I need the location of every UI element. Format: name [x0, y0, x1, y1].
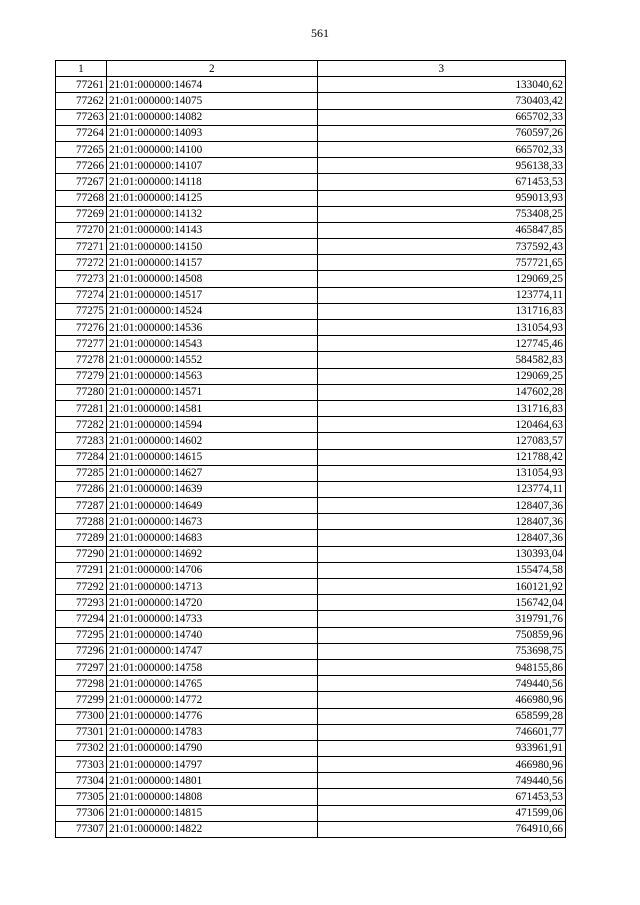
table-row	[56, 595, 566, 611]
value-cell: 155474,58	[317, 562, 565, 578]
value-cell: 131716,83	[317, 400, 565, 416]
row-number-cell: 77292	[56, 579, 107, 595]
row-number-cell: 77296	[56, 643, 107, 659]
value-cell: 128407,36	[317, 498, 565, 514]
table-row	[56, 579, 566, 595]
cadastral-number-cell: 21:01:000000:14740	[106, 627, 317, 643]
row-number-cell: 77289	[56, 530, 107, 546]
table-body	[56, 77, 566, 838]
row-number-cell: 77290	[56, 546, 107, 562]
value-cell: 129069,25	[317, 368, 565, 384]
cadastral-number-cell: 21:01:000000:14797	[106, 757, 317, 773]
value-cell: 160121,92	[317, 579, 565, 595]
row-number-cell: 77266	[56, 158, 107, 174]
cadastral-number-cell: 21:01:000000:14783	[106, 724, 317, 740]
value-cell: 749440,56	[317, 773, 565, 789]
table-row	[56, 206, 566, 222]
value-cell: 746601,77	[317, 724, 565, 740]
value-cell: 466980,96	[317, 692, 565, 708]
row-number-cell: 77295	[56, 627, 107, 643]
row-number-cell: 77286	[56, 481, 107, 497]
value-cell: 757721,65	[317, 255, 565, 271]
row-number-cell: 77282	[56, 417, 107, 433]
value-cell: 658599,28	[317, 708, 565, 724]
row-number-cell: 77267	[56, 174, 107, 190]
cadastral-number-cell: 21:01:000000:14706	[106, 562, 317, 578]
row-number-cell: 77275	[56, 303, 107, 319]
table-row	[56, 724, 566, 740]
page-number: 561	[311, 26, 329, 40]
value-cell: 319791,76	[317, 611, 565, 627]
cadastral-number-cell: 21:01:000000:14639	[106, 481, 317, 497]
value-cell: 665702,33	[317, 109, 565, 125]
table-row	[56, 303, 566, 319]
cadastral-number-cell: 21:01:000000:14815	[106, 805, 317, 821]
table-row	[56, 773, 566, 789]
cadastral-number-cell: 21:01:000000:14627	[106, 465, 317, 481]
row-number-cell: 77264	[56, 125, 107, 141]
cadastral-number-cell: 21:01:000000:14822	[106, 821, 317, 837]
table-row	[56, 174, 566, 190]
row-number-cell: 77307	[56, 821, 107, 837]
row-number-cell: 77302	[56, 740, 107, 756]
row-number-cell: 77273	[56, 271, 107, 287]
cadastral-number-cell: 21:01:000000:14143	[106, 222, 317, 238]
table-row	[56, 627, 566, 643]
row-number-cell: 77263	[56, 109, 107, 125]
table-row	[56, 692, 566, 708]
cadastral-number-cell: 21:01:000000:14075	[106, 93, 317, 109]
table-row	[56, 255, 566, 271]
value-cell: 121788,42	[317, 449, 565, 465]
table-row	[56, 190, 566, 206]
value-cell: 948155,86	[317, 659, 565, 675]
table-row	[56, 530, 566, 546]
cadastral-number-cell: 21:01:000000:14118	[106, 174, 317, 190]
table-row	[56, 352, 566, 368]
cadastral-number-cell: 21:01:000000:14692	[106, 546, 317, 562]
column-header-2: 2	[106, 61, 317, 77]
table-row	[56, 158, 566, 174]
table-row	[56, 109, 566, 125]
cadastral-number-cell: 21:01:000000:14776	[106, 708, 317, 724]
cadastral-number-cell: 21:01:000000:14758	[106, 659, 317, 675]
cadastral-number-cell: 21:01:000000:14733	[106, 611, 317, 627]
value-cell: 466980,96	[317, 757, 565, 773]
cadastral-number-cell: 21:01:000000:14132	[106, 206, 317, 222]
cadastral-number-cell: 21:01:000000:14157	[106, 255, 317, 271]
value-cell: 933961,91	[317, 740, 565, 756]
value-cell: 133040,62	[317, 77, 565, 93]
table-row	[56, 384, 566, 400]
value-cell: 671453,53	[317, 789, 565, 805]
row-number-cell: 77265	[56, 141, 107, 157]
table-row	[56, 77, 566, 93]
table-row	[56, 400, 566, 416]
cadastral-number-cell: 21:01:000000:14150	[106, 239, 317, 255]
row-number-cell: 77274	[56, 287, 107, 303]
row-number-cell: 77271	[56, 239, 107, 255]
table-row	[56, 449, 566, 465]
value-cell: 123774,11	[317, 287, 565, 303]
cadastral-number-cell: 21:01:000000:14536	[106, 320, 317, 336]
value-cell: 128407,36	[317, 514, 565, 530]
table-row	[56, 740, 566, 756]
row-number-cell: 77300	[56, 708, 107, 724]
cadastral-number-cell: 21:01:000000:14543	[106, 336, 317, 352]
value-cell: 959013,93	[317, 190, 565, 206]
table-row	[56, 336, 566, 352]
cadastral-number-cell: 21:01:000000:14100	[106, 141, 317, 157]
cadastral-number-cell: 21:01:000000:14801	[106, 773, 317, 789]
table-row	[56, 708, 566, 724]
value-cell: 760597,26	[317, 125, 565, 141]
row-number-cell: 77291	[56, 562, 107, 578]
table-row	[56, 659, 566, 675]
row-number-cell: 77297	[56, 659, 107, 675]
value-cell: 130393,04	[317, 546, 565, 562]
table-row	[56, 433, 566, 449]
table-row	[56, 417, 566, 433]
cadastral-number-cell: 21:01:000000:14765	[106, 676, 317, 692]
row-number-cell: 77280	[56, 384, 107, 400]
table-row	[56, 546, 566, 562]
table-row	[56, 805, 566, 821]
cadastral-number-cell: 21:01:000000:14713	[106, 579, 317, 595]
value-cell: 956138,33	[317, 158, 565, 174]
row-number-cell: 77288	[56, 514, 107, 530]
data-table	[55, 60, 566, 838]
table-row	[56, 271, 566, 287]
column-header-1: 1	[56, 61, 107, 77]
value-cell: 764910,66	[317, 821, 565, 837]
cadastral-number-cell: 21:01:000000:14683	[106, 530, 317, 546]
table-row	[56, 789, 566, 805]
cadastral-number-cell: 21:01:000000:14524	[106, 303, 317, 319]
row-number-cell: 77261	[56, 77, 107, 93]
cadastral-number-cell: 21:01:000000:14517	[106, 287, 317, 303]
value-cell: 123774,11	[317, 481, 565, 497]
table-row	[56, 222, 566, 238]
row-number-cell: 77279	[56, 368, 107, 384]
value-cell: 131054,93	[317, 465, 565, 481]
row-number-cell: 77304	[56, 773, 107, 789]
value-cell: 753408,25	[317, 206, 565, 222]
row-number-cell: 77262	[56, 93, 107, 109]
column-header-3: 3	[317, 61, 565, 77]
table-row	[56, 611, 566, 627]
cadastral-number-cell: 21:01:000000:14720	[106, 595, 317, 611]
cadastral-number-cell: 21:01:000000:14674	[106, 77, 317, 93]
cadastral-number-cell: 21:01:000000:14594	[106, 417, 317, 433]
row-number-cell: 77276	[56, 320, 107, 336]
cadastral-number-cell: 21:01:000000:14602	[106, 433, 317, 449]
table-row	[56, 93, 566, 109]
cadastral-number-cell: 21:01:000000:14563	[106, 368, 317, 384]
value-cell: 127083,57	[317, 433, 565, 449]
value-cell: 671453,53	[317, 174, 565, 190]
row-number-cell: 77283	[56, 433, 107, 449]
cadastral-number-cell: 21:01:000000:14790	[106, 740, 317, 756]
cadastral-number-cell: 21:01:000000:14125	[106, 190, 317, 206]
row-number-cell: 77277	[56, 336, 107, 352]
cadastral-number-cell: 21:01:000000:14581	[106, 400, 317, 416]
cadastral-number-cell: 21:01:000000:14552	[106, 352, 317, 368]
table-row	[56, 562, 566, 578]
table-row	[56, 239, 566, 255]
row-number-cell: 77303	[56, 757, 107, 773]
value-cell: 737592,43	[317, 239, 565, 255]
value-cell: 750859,96	[317, 627, 565, 643]
row-number-cell: 77293	[56, 595, 107, 611]
row-number-cell: 77270	[56, 222, 107, 238]
table-row	[56, 481, 566, 497]
value-cell: 584582,83	[317, 352, 565, 368]
value-cell: 753698,75	[317, 643, 565, 659]
row-number-cell: 77294	[56, 611, 107, 627]
table-row	[56, 320, 566, 336]
value-cell: 147602,28	[317, 384, 565, 400]
cadastral-number-cell: 21:01:000000:14808	[106, 789, 317, 805]
table-row	[56, 125, 566, 141]
row-number-cell: 77269	[56, 206, 107, 222]
row-number-cell: 77301	[56, 724, 107, 740]
row-number-cell: 77287	[56, 498, 107, 514]
value-cell: 471599,06	[317, 805, 565, 821]
row-number-cell: 77278	[56, 352, 107, 368]
cadastral-number-cell: 21:01:000000:14772	[106, 692, 317, 708]
table-row	[56, 676, 566, 692]
row-number-cell: 77272	[56, 255, 107, 271]
table-row	[56, 643, 566, 659]
value-cell: 120464,63	[317, 417, 565, 433]
cadastral-number-cell: 21:01:000000:14093	[106, 125, 317, 141]
cadastral-number-cell: 21:01:000000:14082	[106, 109, 317, 125]
cadastral-number-cell: 21:01:000000:14615	[106, 449, 317, 465]
table-row	[56, 514, 566, 530]
row-number-cell: 77299	[56, 692, 107, 708]
value-cell: 129069,25	[317, 271, 565, 287]
cadastral-number-cell: 21:01:000000:14571	[106, 384, 317, 400]
value-cell: 131716,83	[317, 303, 565, 319]
value-cell: 730403,42	[317, 93, 565, 109]
row-number-cell: 77306	[56, 805, 107, 821]
cadastral-number-cell: 21:01:000000:14649	[106, 498, 317, 514]
value-cell: 156742,04	[317, 595, 565, 611]
value-cell: 665702,33	[317, 141, 565, 157]
row-number-cell: 77298	[56, 676, 107, 692]
value-cell: 749440,56	[317, 676, 565, 692]
value-cell: 465847,85	[317, 222, 565, 238]
table-row	[56, 498, 566, 514]
table-header-row	[56, 61, 566, 77]
row-number-cell: 77285	[56, 465, 107, 481]
cadastral-number-cell: 21:01:000000:14747	[106, 643, 317, 659]
table-row	[56, 368, 566, 384]
value-cell: 127745,46	[317, 336, 565, 352]
row-number-cell: 77305	[56, 789, 107, 805]
row-number-cell: 77268	[56, 190, 107, 206]
table-row	[56, 465, 566, 481]
table-row	[56, 287, 566, 303]
value-cell: 128407,36	[317, 530, 565, 546]
table-row	[56, 821, 566, 837]
table-row	[56, 757, 566, 773]
cadastral-number-cell: 21:01:000000:14508	[106, 271, 317, 287]
row-number-cell: 77284	[56, 449, 107, 465]
table-row	[56, 141, 566, 157]
value-cell: 131054,93	[317, 320, 565, 336]
cadastral-number-cell: 21:01:000000:14673	[106, 514, 317, 530]
row-number-cell: 77281	[56, 400, 107, 416]
cadastral-number-cell: 21:01:000000:14107	[106, 158, 317, 174]
